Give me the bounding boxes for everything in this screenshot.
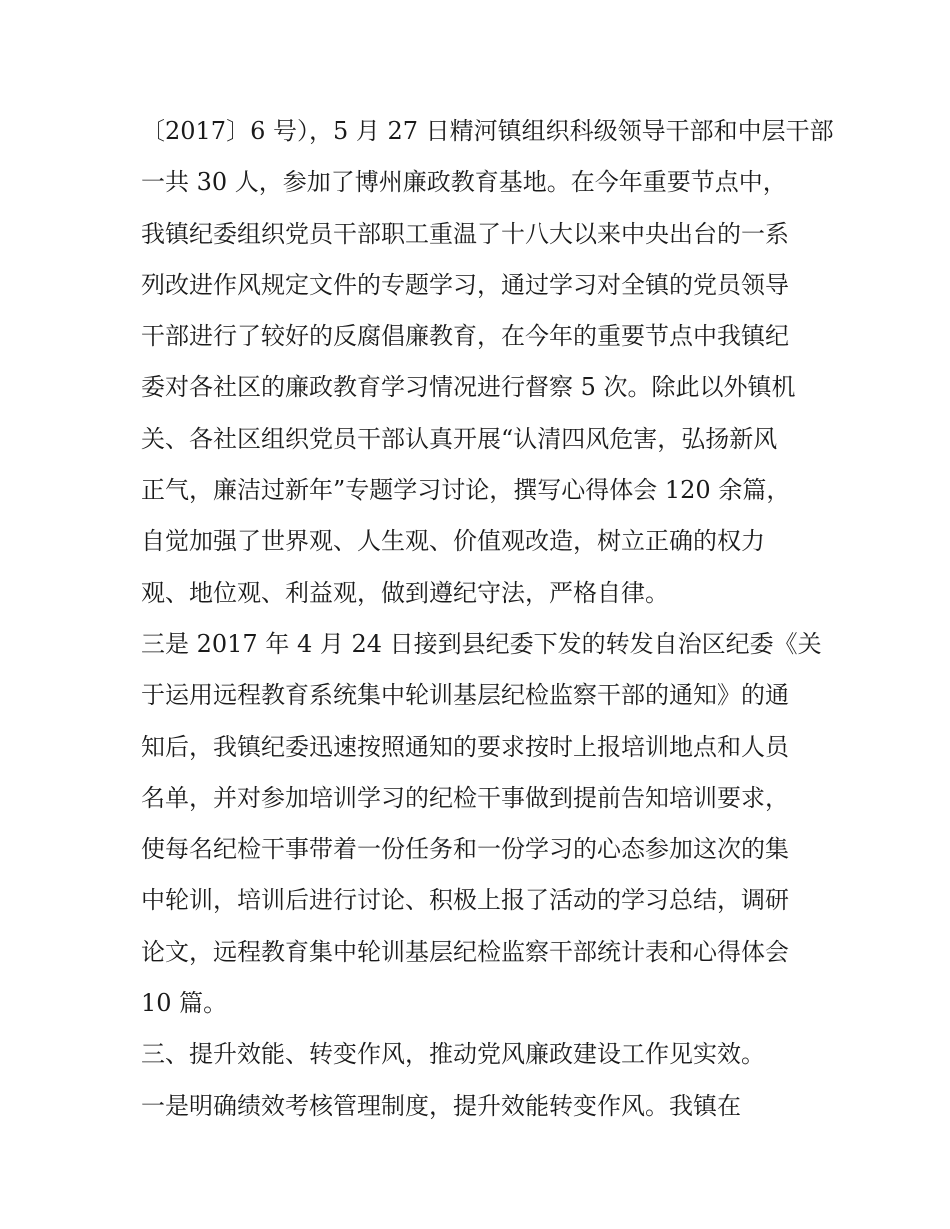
- text-line: 一是明确绩效考核管理制度，提升效能转变作风。我镇在: [141, 1091, 741, 1120]
- text-line: 列改进作风规定文件的专题学习，通过学习对全镇的党员领导: [141, 270, 789, 299]
- document-body: [141, 106, 834, 1132]
- text-line: 使每名纪检干事带着一份任务和一份学习的心态参加这次的集: [141, 835, 789, 864]
- text-line: 名单，并对参加培训学习的纪检干事做到提前告知培训要求，: [141, 783, 789, 812]
- text-line: 关、各社区组织党员干部认真开展“认清四风危害，弘扬新风: [141, 424, 778, 453]
- text-line: 知后，我镇纪委迅速按照通知的要求按时上报培训地点和人员: [141, 732, 789, 761]
- text-line: 一共 30 人，参加了博州廉政教育基地。在今年重要节点中，: [141, 168, 787, 197]
- text-line: 我镇纪委组织党员干部职工重温了十八大以来中央出台的一系: [141, 219, 789, 248]
- text-line: 〔2017〕6 号），5 月 27 日精河镇组织科级领导干部和中层干部: [141, 117, 834, 145]
- text-line: 观、地位观、利益观，做到遵纪守法，严格自律。: [141, 578, 669, 607]
- text-line: 论文，远程教育集中轮训基层纪检监察干部统计表和心得体会: [141, 937, 789, 966]
- text-line: 三、提升效能、转变作风，推动党风廉政建设工作见实效。: [141, 1040, 765, 1069]
- text-line: 于运用远程教育系统集中轮训基层纪检监察干部的通知》的通: [141, 681, 789, 710]
- text-line: 10 篇。: [141, 989, 228, 1018]
- text-line: 干部进行了较好的反腐倡廉教育，在今年的重要节点中我镇纪: [141, 322, 789, 351]
- text-line: 正气，廉洁过新年”专题学习讨论，撰写心得体会 120 余篇，: [141, 476, 791, 505]
- text-line: 三是 2017 年 4 月 24 日接到县纪委下发的转发自治区纪委《关: [141, 629, 822, 658]
- text-line: 中轮训，培训后进行讨论、积极上报了活动的学习总结，调研: [141, 886, 789, 915]
- text-line: 委对各社区的廉政教育学习情况进行督察 5 次。除此以外镇机: [141, 373, 796, 402]
- text-line: 自觉加强了世界观、人生观、价值观改造，树立正确的权力: [141, 527, 765, 556]
